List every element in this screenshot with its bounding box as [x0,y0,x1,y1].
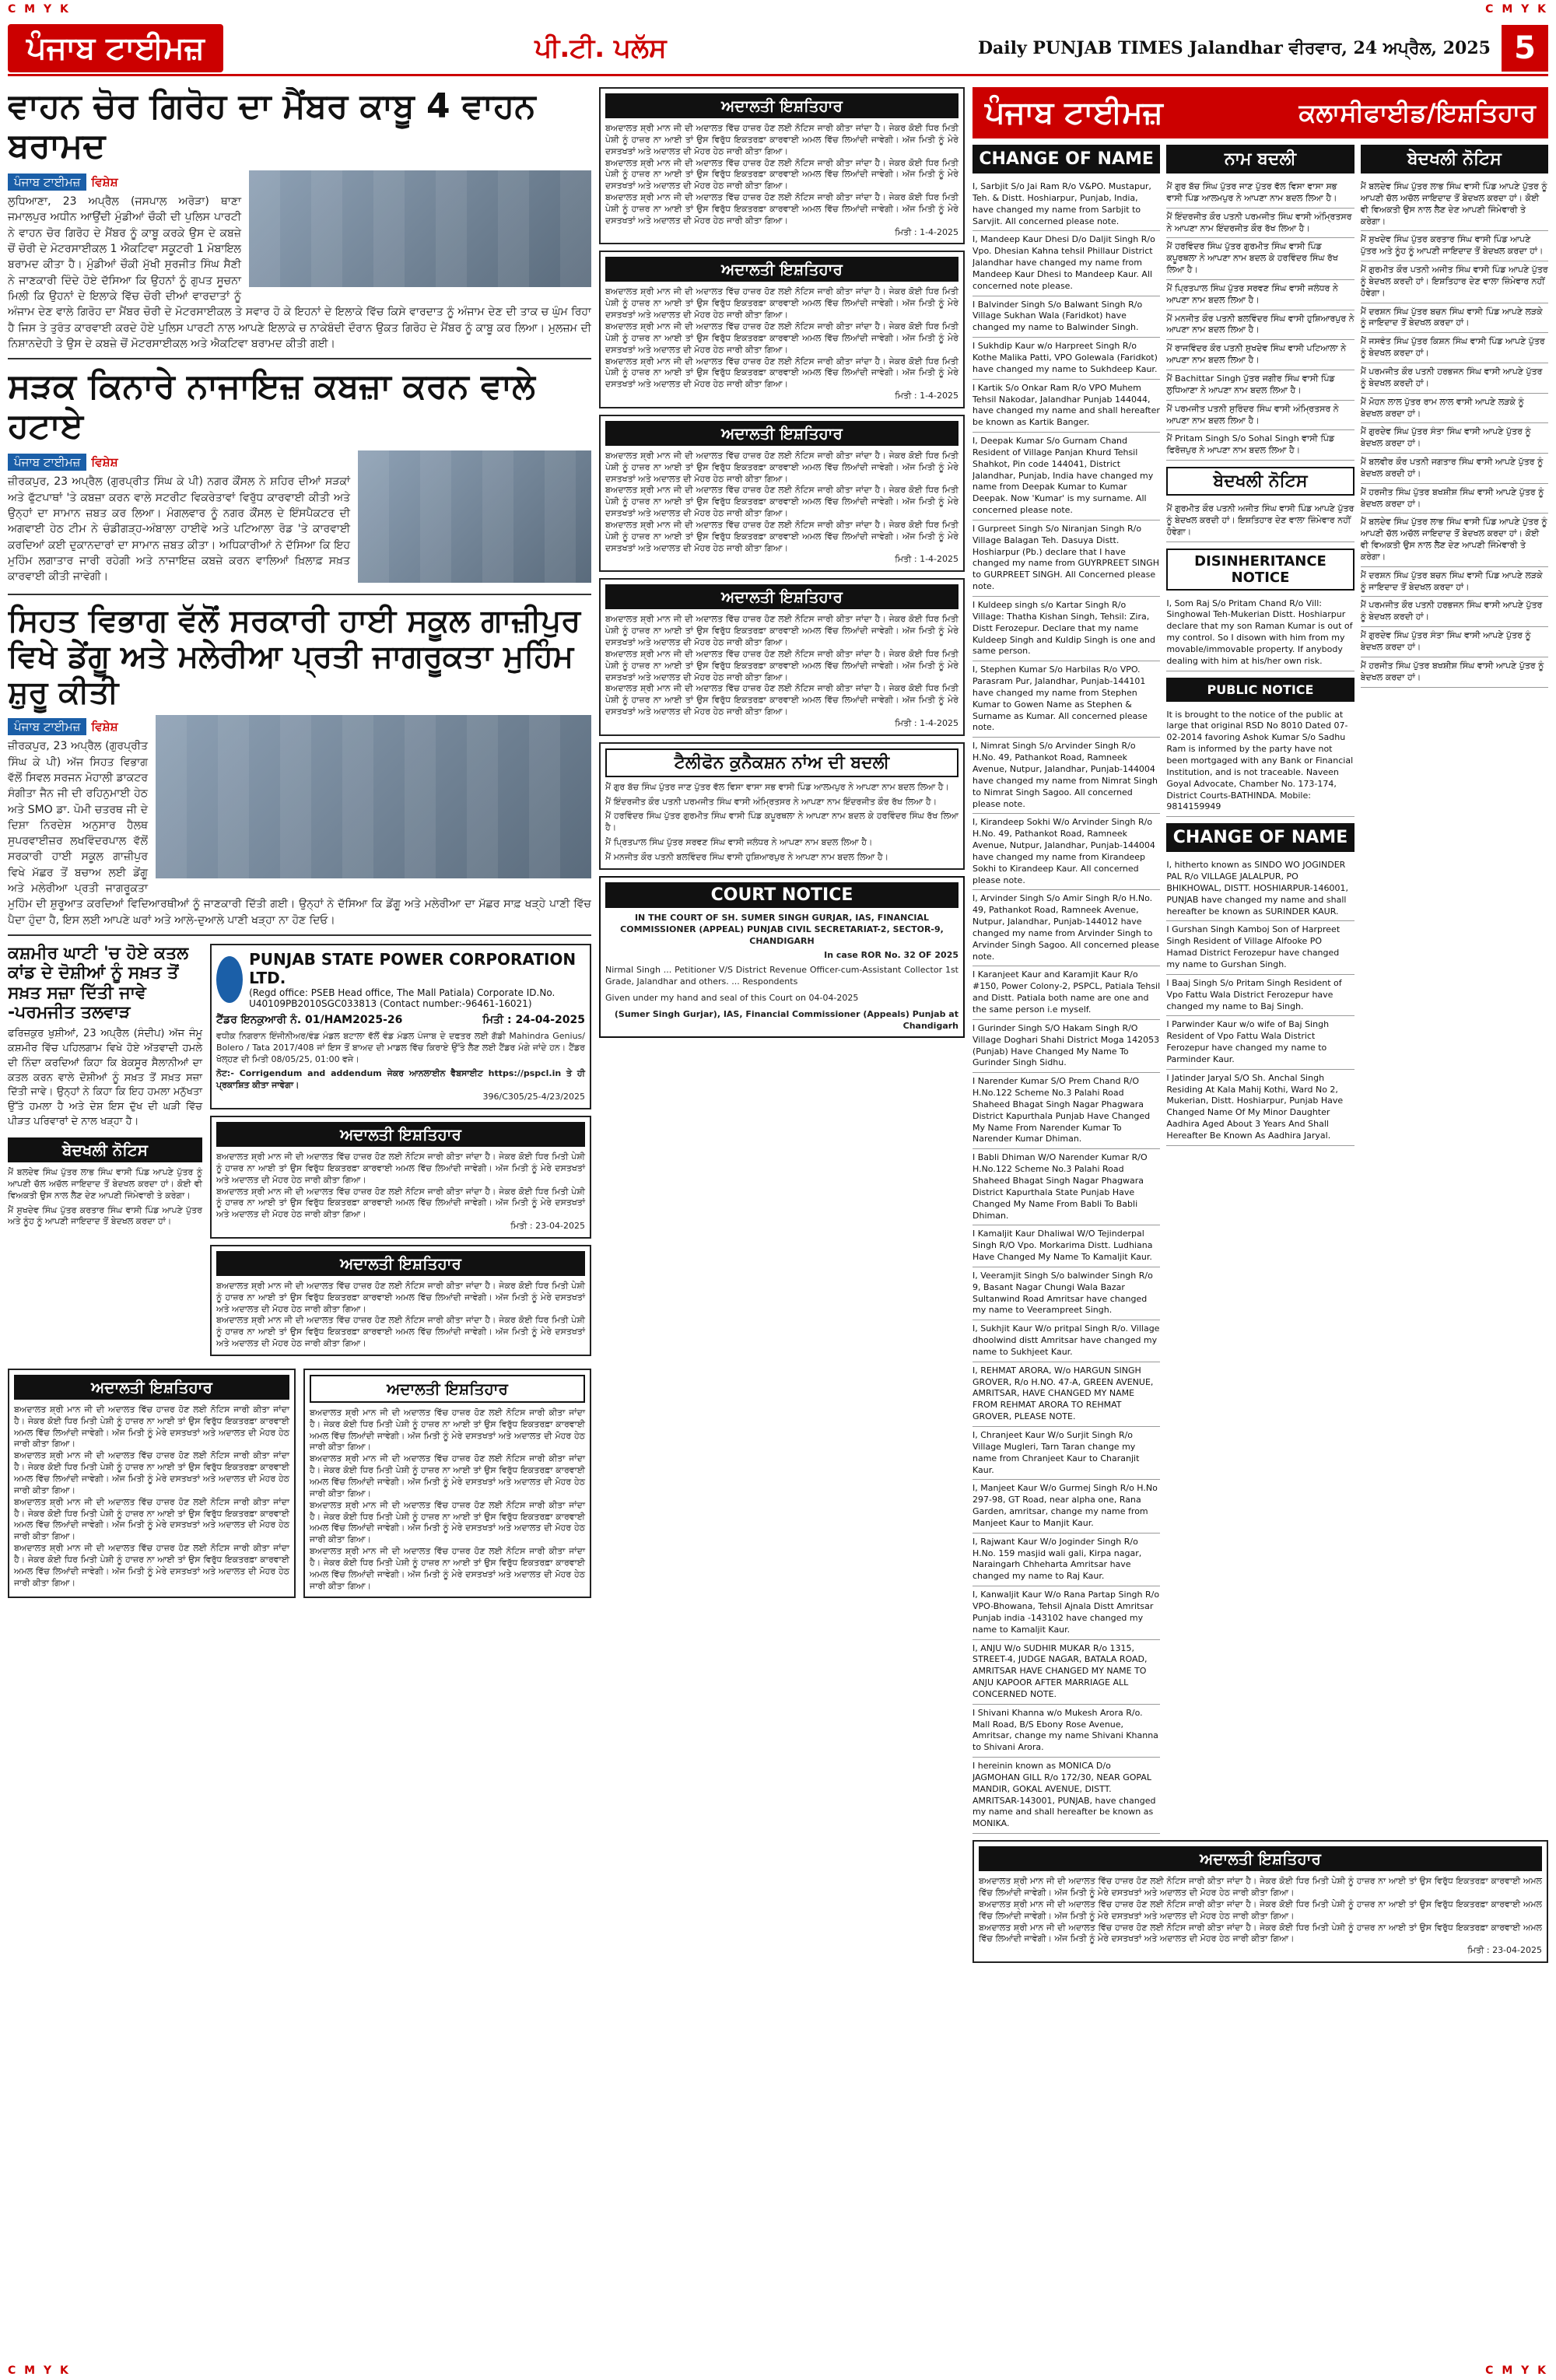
classified-item: I, Rajwant Kaur W/o Joginder Singh R/o H.No. 159 masjid wali gali, Kirpa nagar, Naraingarh Chheharta Amritsar have changed my name to Raj Kaur. [972,1534,1160,1586]
court-ad-date: ਮਿਤੀ : 23-04-2025 [510,1221,585,1232]
classified-item: I, hitherto known as SINDO WO JOGINDER PAL R/o VILLAGE JALALPUR, PO BHIKHOWAL, DISTT. HOSHIARPUR-146001, PUNJAB have changed my name and shall hereafter be known as SURINDER KAUR. [1166,857,1354,921]
byline-tag: ਵਿਸ਼ੇਸ਼ [91,720,118,734]
court-notice-case: In case ROR No. 32 OF 2025 [824,950,958,961]
classified-item: ਮੈਂ ਰਾਜਵਿੰਦਰ ਕੌਰ ਪਤਨੀ ਸੁਖਦੇਵ ਸਿੰਘ ਵਾਸੀ ਪਟਿਆਲਾ ਨੇ ਆਪਣਾ ਨਾਮ ਬਦਲ ਲਿਆ ਹੈ। [1166,340,1354,370]
court-ad-date: ਮਿਤੀ : 1-4-2025 [895,717,958,728]
court-ad-body: ਬਅਦਾਲਤ ਸ਼੍ਰੀ ਮਾਨ ਜੀ ਦੀ ਅਦਾਲਤ ਵਿੱਚ ਹਾਜ਼ਰ ਹੋਣ ਲਈ ਨੋਟਿਸ ਜਾਰੀ ਕੀਤਾ ਜਾਂਦਾ ਹੈ। ਜੇਕਰ ਕੋਈ ਧਿਰ ਮਿਤੀ ਪੇਸ਼ੀ ਨੂੰ ਹਾਜ਼ਰ ਨਾ ਆਈ ਤਾਂ ਉਸ ਵਿਰੁੱਧ ਇਕਤਰਫ਼ਾ ਕਾਰਵਾਈ ਅਮਲ ਵਿੱਚ ਲਿਆਂਦੀ ਜਾਵੇਗੀ। ਅੱਜ ਮਿਤੀ ਨੂੰ ਮੇਰੇ ਦਸਤਖਤਾਂ ਅਤੇ ਅਦਾਲਤ ਦੀ ਮੋਹਰ ਹੇਠ ਜਾਰੀ ਕੀਤਾ ਗਿਆ। [605,683,958,717]
court-ad-body: ਬਅਦਾਲਤ ਸ਼੍ਰੀ ਮਾਨ ਜੀ ਦੀ ਅਦਾਲਤ ਵਿੱਚ ਹਾਜ਼ਰ ਹੋਣ ਲਈ ਨੋਟਿਸ ਜਾਰੀ ਕੀਤਾ ਜਾਂਦਾ ਹੈ। ਜੇਕਰ ਕੋਈ ਧਿਰ ਮਿਤੀ ਪੇਸ਼ੀ ਨੂੰ ਹਾਜ਼ਰ ਨਾ ਆਈ ਤਾਂ ਉਸ ਵਿਰੁੱਧ ਇਕਤਰਫ਼ਾ ਕਾਰਵਾਈ ਅਮਲ ਵਿੱਚ ਲਿਆਂਦੀ ਜਾਵੇਗੀ। ਅੱਜ ਮਿਤੀ ਨੂੰ ਮੇਰੇ ਦਸਤਖਤਾਂ ਅਤੇ ਅਦਾਲਤ ਦੀ ਮੋਹਰ ਹੇਠ ਜਾਰੀ ਕੀਤਾ ਗਿਆ। [605,123,958,156]
classified-item: I Gurshan Singh Kamboj Son of Harpreet Singh Resident of Village Alfooke PO Hamad District Ferozepur have changed my name to Gurshan Singh. [1166,921,1354,974]
classified-item: ਮੈਂ Bachittar Singh ਪੁੱਤਰ ਜਗੀਰ ਸਿੰਘ ਵਾਸੀ ਪਿੰਡ ਲੁਧਿਆਣਾ ਨੇ ਆਪਣਾ ਨਾਮ ਬਦਲ ਲਿਆ ਹੈ। [1166,370,1354,401]
classified-item: I, Deepak Kumar S/o Gurnam Chand Resident of Village Panjan Khurd Tehsil Shahkot, Pin code 144041, District Jalandhar, Punjab, India have changed my name from Deepak Kumar to Kumar Deepak. Now 'Kumar' is my surname. All concerned please note. [972,433,1160,521]
classified-item: I hereinin known as MONICA D/o JAGMOHAN GILL R/o 172/30, NEAR GOPAL MANDIR, GOKAL AVENUE, DISTT. AMRITSAR-143001, PUNJAB, have changed my name and shall hereafter be known as MONIKA. [972,1758,1160,1834]
story-headline: ਵਾਹਨ ਚੋਰ ਗਿਰੋਹ ਦਾ ਮੈਂਬਰ ਕਾਬੂ 4 ਵਾਹਨ ਬਰਾਮਦ [8,87,536,166]
classified-item: ਮੈਂ ਬਲਦੇਵ ਸਿੰਘ ਪੁੱਤਰ ਲਾਭ ਸਿੰਘ ਵਾਸੀ ਪਿੰਡ ਆਪਣੇ ਪੁੱਤਰ ਨੂੰ ਆਪਣੀ ਚੱਲ ਅਚੱਲ ਜਾਇਦਾਦ ਤੋਂ ਬੇਦਖਲ ਕਰਦਾ ਹਾਂ। ਕੋਈ ਵੀ ਵਿਅਕਤੀ ਉਸ ਨਾਲ ਲੈਣ ਦੇਣ ਆਪਣੀ ਜਿੰਮੇਵਾਰੀ ਤੇ ਕਰੇਗਾ। [1361,178,1548,231]
classified-item: I Karanjeet Kaur and Karamjit Kaur R/o #150, Power Colony-2, PSPCL, Patiala Tehsil and Distt. Patiala both name are one and the same person i.e myself. [972,966,1160,1019]
court-ad-body: ਬਅਦਾਲਤ ਸ਼੍ਰੀ ਮਾਨ ਜੀ ਦੀ ਅਦਾਲਤ ਵਿੱਚ ਹਾਜ਼ਰ ਹੋਣ ਲਈ ਨੋਟਿਸ ਜਾਰੀ ਕੀਤਾ ਜਾਂਦਾ ਹੈ। ਜੇਕਰ ਕੋਈ ਧਿਰ ਮਿਤੀ ਪੇਸ਼ੀ ਨੂੰ ਹਾਜ਼ਰ ਨਾ ਆਈ ਤਾਂ ਉਸ ਵਿਰੁੱਧ ਇਕਤਰਫ਼ਾ ਕਾਰਵਾਈ ਅਮਲ ਵਿੱਚ ਲਿਆਂਦੀ ਜਾਵੇਗੀ। ਅੱਜ ਮਿਤੀ ਨੂੰ ਮੇਰੇ ਦਸਤਖਤਾਂ ਅਤੇ ਅਦਾਲਤ ਦੀ ਮੋਹਰ ਹੇਠ ਜਾਰੀ ਕੀਤਾ ਗਿਆ। [979,1876,1542,1898]
classified-item: I Kuldeep singh s/o Kartar Singh R/o Village: Thatha Kishan Singh, Tehsil: Zira, Distt Ferozepur. Declare that my name Kuldeep Singh and Kuldip Singh is one and same person. [972,597,1160,661]
classified-item: ਮੈਂ ਗੁਰਮੀਤ ਕੌਰ ਪਤਨੀ ਅਜੀਤ ਸਿੰਘ ਵਾਸੀ ਪਿੰਡ ਆਪਣੇ ਪੁੱਤਰ ਨੂੰ ਬੇਦਖਲ ਕਰਦੀ ਹਾਂ। ਇਸ਼ਤਿਹਾਰ ਦੇਣ ਵਾਲਾ ਜ਼ਿੰਮੇਵਾਰ ਨਹੀਂ ਹੋਵੇਗਾ। [1361,261,1548,303]
classified-item: ਮੈਂ ਗੁਰ ਬੱਚ ਸਿੰਘ ਪੁੱਤਰ ਜਾਣ ਪੁੱਤਰ ਵੱਲ ਵਿਸਾ ਵਾਸਾ ਸਭ ਵਾਸੀ ਪਿੰਡ ਆਲਮਪੁਰ ਨੇ ਆਪਣਾ ਨਾਮ ਬਦਲ ਲਿਆ ਹੈ। [1166,178,1354,209]
court-ad-body: ਬਅਦਾਲਤ ਸ਼੍ਰੀ ਮਾਨ ਜੀ ਦੀ ਅਦਾਲਤ ਵਿੱਚ ਹਾਜ਼ਰ ਹੋਣ ਲਈ ਨੋਟਿਸ ਜਾਰੀ ਕੀਤਾ ਜਾਂਦਾ ਹੈ। ਜੇਕਰ ਕੋਈ ਧਿਰ ਮਿਤੀ ਪੇਸ਼ੀ ਨੂੰ ਹਾਜ਼ਰ ਨਾ ਆਈ ਤਾਂ ਉਸ ਵਿਰੁੱਧ ਇਕਤਰਫ਼ਾ ਕਾਰਵਾਈ ਅਮਲ ਵਿੱਚ ਲਿਆਂਦੀ ਜਾਵੇਗੀ। ਅੱਜ ਮਿਤੀ ਨੂੰ ਮੇਰੇ ਦਸਤਖਤਾਂ ਅਤੇ ਅਦਾਲਤ ਦੀ ਮੋਹਰ ਹੇਠ ਜਾਰੀ ਕੀਤਾ ਗਿਆ। [979,1922,1542,1944]
classified-item: ਮੈਂ ਦਰਸ਼ਨ ਸਿੰਘ ਪੁੱਤਰ ਬਚਨ ਸਿੰਘ ਵਾਸੀ ਪਿੰਡ ਆਪਣੇ ਲੜਕੇ ਨੂੰ ਜਾਇਦਾਦ ਤੋਂ ਬੇਦਖਲ ਕਰਦਾ ਹਾਂ। [1361,303,1548,334]
story-photo [156,715,591,878]
pspcl-corrigendum: ਨੋਟ:- Corrigendum and addendum ਜੇਕਰ ਆਨਲਾਈਨ ਵੈਬਸਾਈਟ https://pspcl.in ਤੇ ਹੀ ਪ੍ਰਕਾਸ਼ਿਤ ਕੀਤਾ ਜਾਵੇਗਾ। [216,1068,585,1091]
byline [8,718,118,735]
story-body: ਜ਼ੀਰਕਪੁਰ, 23 ਅਪ੍ਰੈਲ (ਗੁਰਪ੍ਰੀਤ ਸਿੰਘ ਕੇ ਪੀ) ਨਗਰ ਕੌਂਸਲ ਨੇ ਸ਼ਹਿਰ ਦੀਆਂ ਸੜਕਾਂ ਅਤੇ ਫੁੱਟਪਾਥਾਂ 'ਤੇ ਕਬਜ਼ਾ ਕਰਨ ਵਾਲੇ ਸਟਰੀਟ ਵਿਕਰੇਤਾਵਾਂ ਵਿਰੁੱਧ ਕਾਰਵਾਈ ਕੀਤੀ ਅਤੇ ਉਨ੍ਹਾਂ ਦਾ ਸਾਮਾਨ ਜ਼ਬਤ ਕਰ ਲਿਆ। ਮੰਗਲਵਾਰ ਨੂੰ ਨਗਰ ਕੌਂਸਲ ਦੇ ਇੰਸਪੈਕਟਰ ਦੀ ਅਗਵਾਈ ਹੇਠ ਟੀਮ ਨੇ ਚੰਡੀਗੜ੍ਹ-ਅੰਬਾਲਾ ਹਾਈਵੇ ਅਤੇ ਪਟਿਆਲਾ ਰੋਡ 'ਤੇ ਕਾਰਵਾਈ ਕਰਦਿਆਂ ਕਈ ਦੁਕਾਨਦਾਰਾਂ ਦਾ ਸਾਮਾਨ ਜ਼ਬਤ ਕੀਤਾ। ਅਧਿਕਾਰੀਆਂ ਨੇ ਦੱਸਿਆ ਕਿ ਇਹ ਮੁਹਿੰਮ ਲਗਾਤਾਰ ਜਾਰੀ ਰਹੇਗੀ ਅਤੇ ਨਾਜਾਇਜ਼ ਕਬਜ਼ੇ ਕਰਨ ਵਾਲਿਆਂ ਖ਼ਿਲਾਫ਼ ਸਖ਼ਤ ਕਾਰਵਾਈ ਕੀਤੀ ਜਾਵੇਗੀ। [8,475,350,584]
court-ad-body: ਬਅਦਾਲਤ ਸ਼੍ਰੀ ਮਾਨ ਜੀ ਦੀ ਅਦਾਲਤ ਵਿੱਚ ਹਾਜ਼ਰ ਹੋਣ ਲਈ ਨੋਟਿਸ ਜਾਰੀ ਕੀਤਾ ਜਾਂਦਾ ਹੈ। ਜੇਕਰ ਕੋਈ ਧਿਰ ਮਿਤੀ ਪੇਸ਼ੀ ਨੂੰ ਹਾਜ਼ਰ ਨਾ ਆਈ ਤਾਂ ਉਸ ਵਿਰੁੱਧ ਇਕਤਰਫ਼ਾ ਕਾਰਵਾਈ ਅਮਲ ਵਿੱਚ ਲਿਆਂਦੀ ਜਾਵੇਗੀ। ਅੱਜ ਮਿਤੀ ਨੂੰ ਮੇਰੇ ਦਸਤਖਤਾਂ ਅਤੇ ਅਦਾਲਤ ਦੀ ਮੋਹਰ ਹੇਠ ਜਾਰੀ ਕੀਤਾ ਗਿਆ। [605,485,958,519]
court-ad-body: ਬਅਦਾਲਤ ਸ਼੍ਰੀ ਮਾਨ ਜੀ ਦੀ ਅਦਾਲਤ ਵਿੱਚ ਹਾਜ਼ਰ ਹੋਣ ਲਈ ਨੋਟਿਸ ਜਾਰੀ ਕੀਤਾ ਜਾਂਦਾ ਹੈ। ਜੇਕਰ ਕੋਈ ਧਿਰ ਮਿਤੀ ਪੇਸ਼ੀ ਨੂੰ ਹਾਜ਼ਰ ਨਾ ਆਈ ਤਾਂ ਉਸ ਵਿਰੁੱਧ ਇਕਤਰਫ਼ਾ ਕਾਰਵਾਈ ਅਮਲ ਵਿੱਚ ਲਿਆਂਦੀ ਜਾਵੇਗੀ। ਅੱਜ ਮਿਤੀ ਨੂੰ ਮੇਰੇ ਦਸਤਖਤਾਂ ਅਤੇ ਅਦਾਲਤ ਦੀ ਮੋਹਰ ਹੇਠ ਜਾਰੀ ਕੀਤਾ ਗਿਆ। [310,1499,585,1545]
court-notice-date: Given under my hand and seal of this Court on 04-04-2025 [605,992,859,1003]
court-ad-body: ਬਅਦਾਲਤ ਸ਼੍ਰੀ ਮਾਨ ਜੀ ਦੀ ਅਦਾਲਤ ਵਿੱਚ ਹਾਜ਼ਰ ਹੋਣ ਲਈ ਨੋਟਿਸ ਜਾਰੀ ਕੀਤਾ ਜਾਂਦਾ ਹੈ। ਜੇਕਰ ਕੋਈ ਧਿਰ ਮਿਤੀ ਪੇਸ਼ੀ ਨੂੰ ਹਾਜ਼ਰ ਨਾ ਆਈ ਤਾਂ ਉਸ ਵਿਰੁੱਧ ਇਕਤਰਫ਼ਾ ਕਾਰਵਾਈ ਅਮਲ ਵਿੱਚ ਲਿਆਂਦੀ ਜਾਵੇਗੀ। ਅੱਜ ਮਿਤੀ ਨੂੰ ਮੇਰੇ ਦਸਤਖਤਾਂ ਅਤੇ ਅਦਾਲਤ ਦੀ ਮੋਹਰ ਹੇਠ ਜਾਰੀ ਕੀਤਾ ਗਿਆ। [605,450,958,484]
registration-mark-cmyk: C M Y K [8,2364,71,2377]
change-of-name-heading: CHANGE OF NAME [972,145,1160,174]
story-photo [249,170,591,287]
pspcl-tender-ad [210,944,591,1109]
court-ad-body: ਬਅਦਾਲਤ ਸ਼੍ਰੀ ਮਾਨ ਜੀ ਦੀ ਅਦਾਲਤ ਵਿੱਚ ਹਾਜ਼ਰ ਹੋਣ ਲਈ ਨੋਟਿਸ ਜਾਰੀ ਕੀਤਾ ਜਾਂਦਾ ਹੈ। ਜੇਕਰ ਕੋਈ ਧਿਰ ਮਿਤੀ ਪੇਸ਼ੀ ਨੂੰ ਹਾਜ਼ਰ ਨਾ ਆਈ ਤਾਂ ਉਸ ਵਿਰੁੱਧ ਇਕਤਰਫ਼ਾ ਕਾਰਵਾਈ ਅਮਲ ਵਿੱਚ ਲਿਆਂਦੀ ਜਾਵੇਗੀ। ਅੱਜ ਮਿਤੀ ਨੂੰ ਮੇਰੇ ਦਸਤਖਤਾਂ ਅਤੇ ਅਦਾਲਤ ਦੀ ਮੋਹਰ ਹੇਠ ਜਾਰੀ ਕੀਤਾ ਗਿਆ। [14,1404,289,1449]
court-ad-body: ਬਅਦਾਲਤ ਸ਼੍ਰੀ ਮਾਨ ਜੀ ਦੀ ਅਦਾਲਤ ਵਿੱਚ ਹਾਜ਼ਰ ਹੋਣ ਲਈ ਨੋਟਿਸ ਜਾਰੀ ਕੀਤਾ ਜਾਂਦਾ ਹੈ। ਜੇਕਰ ਕੋਈ ਧਿਰ ਮਿਤੀ ਪੇਸ਼ੀ ਨੂੰ ਹਾਜ਼ਰ ਨਾ ਆਈ ਤਾਂ ਉਸ ਵਿਰੁੱਧ ਇਕਤਰਫ਼ਾ ਕਾਰਵਾਈ ਅਮਲ ਵਿੱਚ ਲਿਆਂਦੀ ਜਾਵੇਗੀ। ਅੱਜ ਮਿਤੀ ਨੂੰ ਮੇਰੇ ਦਸਤਖਤਾਂ ਅਤੇ ਅਦਾਲਤ ਦੀ ਮੋਹਰ ਹੇਠ ਜਾਰੀ ਕੀਤਾ ਗਿਆ। [605,648,958,682]
court-ad-body: ਬਅਦਾਲਤ ਸ਼੍ਰੀ ਮਾਨ ਜੀ ਦੀ ਅਦਾਲਤ ਵਿੱਚ ਹਾਜ਼ਰ ਹੋਣ ਲਈ ਨੋਟਿਸ ਜਾਰੀ ਕੀਤਾ ਜਾਂਦਾ ਹੈ। ਜੇਕਰ ਕੋਈ ਧਿਰ ਮਿਤੀ ਪੇਸ਼ੀ ਨੂੰ ਹਾਜ਼ਰ ਨਾ ਆਈ ਤਾਂ ਉਸ ਵਿਰੁੱਧ ਇਕਤਰਫ਼ਾ ਕਾਰਵਾਈ ਅਮਲ ਵਿੱਚ ਲਿਆਂਦੀ ਜਾਵੇਗੀ। ਅੱਜ ਮਿਤੀ ਨੂੰ ਮੇਰੇ ਦਸਤਖਤਾਂ ਅਤੇ ਅਦਾਲਤ ਦੀ ਮੋਹਰ ਹੇਠ ਜਾਰੀ ਕੀਤਾ ਗਿਆ। [14,1543,289,1588]
classified-item: I, Stephen Kumar S/o Harbilas R/o VPO. Parasram Pur, Jalandhar, Punjab-144101 have changed my name from Stephen Kumar to Gowen Name as Stephen & Surname as Kumar. All concerned please note. [972,661,1160,738]
court-ad-body: ਬਅਦਾਲਤ ਸ਼੍ਰੀ ਮਾਨ ਜੀ ਦੀ ਅਦਾਲਤ ਵਿੱਚ ਹਾਜ਼ਰ ਹੋਣ ਲਈ ਨੋਟਿਸ ਜਾਰੀ ਕੀਤਾ ਜਾਂਦਾ ਹੈ। ਜੇਕਰ ਕੋਈ ਧਿਰ ਮਿਤੀ ਪੇਸ਼ੀ ਨੂੰ ਹਾਜ਼ਰ ਨਾ ਆਈ ਤਾਂ ਉਸ ਵਿਰੁੱਧ ਇਕਤਰਫ਼ਾ ਕਾਰਵਾਈ ਅਮਲ ਵਿੱਚ ਲਿਆਂਦੀ ਜਾਵੇਗੀ। ਅੱਜ ਮਿਤੀ ਨੂੰ ਮੇਰੇ ਦਸਤਖਤਾਂ ਅਤੇ ਅਦਾਲਤ ਦੀ ਮੋਹਰ ਹੇਠ ਜਾਰੀ ਕੀਤਾ ਗਿਆ। [605,321,958,355]
classified-item: I, Sarbjit S/o Jai Ram R/o V&PO. Mustapur, Teh. & Distt. Hoshiarpur, Punjab, India, have changed my name from Sarbjit to Sarvjit. All concerned please note. [972,178,1160,231]
telephone-body: ਮੈਂ ਹਰਵਿੰਦਰ ਸਿੰਘ ਪੁੱਤਰ ਗੁਰਮੀਤ ਸਿੰਘ ਵਾਸੀ ਪਿੰਡ ਕਪੂਰਥਲਾ ਨੇ ਆਪਣਾ ਨਾਮ ਬਦਲ ਕੇ ਹਰਵਿੰਦਰ ਸਿੰਘ ਰੱਖ ਲਿਆ ਹੈ। [605,811,958,833]
classified-item: ਮੈਂ ਬਲਵੀਰ ਕੌਰ ਪਤਨੀ ਜਗਤਾਰ ਸਿੰਘ ਵਾਸੀ ਆਪਣੇ ਪੁੱਤਰ ਨੂੰ ਬੇਦਖਲ ਕਰਦੀ ਹਾਂ। [1361,454,1548,484]
court-ad-body: ਬਅਦਾਲਤ ਸ਼੍ਰੀ ਮਾਨ ਜੀ ਦੀ ਅਦਾਲਤ ਵਿੱਚ ਹਾਜ਼ਰ ਹੋਣ ਲਈ ਨੋਟਿਸ ਜਾਰੀ ਕੀਤਾ ਜਾਂਦਾ ਹੈ। ਜੇਕਰ ਕੋਈ ਧਿਰ ਮਿਤੀ ਪੇਸ਼ੀ ਨੂੰ ਹਾਜ਼ਰ ਨਾ ਆਈ ਤਾਂ ਉਸ ਵਿਰੁੱਧ ਇਕਤਰਫ਼ਾ ਕਾਰਵਾਈ ਅਮਲ ਵਿੱਚ ਲਿਆਂਦੀ ਜਾਵੇਗੀ। ਅੱਜ ਮਿਤੀ ਨੂੰ ਮੇਰੇ ਦਸਤਖਤਾਂ ਅਤੇ ਅਦਾਲਤ ਦੀ ਮੋਹਰ ਹੇਠ ਜਾਰੀ ਕੀਤਾ ਗਿਆ। [14,1450,289,1495]
court-notice-parties: Nirmal Singh ... Petitioner V/S District Revenue Officer-cum-Assistant Collector 1st Grade, Jalandhar and others. ... Respondents [605,965,958,987]
classified-item: ਮੈਂ ਹਰਜੀਤ ਸਿੰਘ ਪੁੱਤਰ ਬਖਸ਼ੀਸ਼ ਸਿੰਘ ਵਾਸੀ ਆਪਣੇ ਪੁੱਤਰ ਨੂੰ ਬੇਦਖਲ ਕਰਦਾ ਹਾਂ। [1361,657,1548,688]
classified-item: ਮੈਂ ਬਲਦੇਵ ਸਿੰਘ ਪੁੱਤਰ ਲਾਭ ਸਿੰਘ ਵਾਸੀ ਪਿੰਡ ਆਪਣੇ ਪੁੱਤਰ ਨੂੰ ਆਪਣੀ ਚੱਲ ਅਚੱਲ ਜਾਇਦਾਦ ਤੋਂ ਬੇਦਖਲ ਕਰਦਾ ਹਾਂ। ਕੋਈ ਵੀ ਵਿਅਕਤੀ ਉਸ ਨਾਲ ਲੈਣ ਦੇਣ ਆਪਣੀ ਜਿੰਮੇਵਾਰੀ ਤੇ ਕਰੇਗਾ। [1361,514,1548,566]
court-ad-body: ਬਅਦਾਲਤ ਸ਼੍ਰੀ ਮਾਨ ਜੀ ਦੀ ਅਦਾਲਤ ਵਿੱਚ ਹਾਜ਼ਰ ਹੋਣ ਲਈ ਨੋਟਿਸ ਜਾਰੀ ਕੀਤਾ ਜਾਂਦਾ ਹੈ। ਜੇਕਰ ਕੋਈ ਧਿਰ ਮਿਤੀ ਪੇਸ਼ੀ ਨੂੰ ਹਾਜ਼ਰ ਨਾ ਆਈ ਤਾਂ ਉਸ ਵਿਰੁੱਧ ਇਕਤਰਫ਼ਾ ਕਾਰਵਾਈ ਅਮਲ ਵਿੱਚ ਲਿਆਂਦੀ ਜਾਵੇਗੀ। ਅੱਜ ਮਿਤੀ ਨੂੰ ਮੇਰੇ ਦਸਤਖਤਾਂ ਅਤੇ ਅਦਾਲਤ ਦੀ ਮੋਹਰ ਹੇਠ ਜਾਰੀ ਕੀਤਾ ਗਿਆ। [605,356,958,390]
classified-item: ਮੈਂ ਹਰਜੀਤ ਸਿੰਘ ਪੁੱਤਰ ਬਖਸ਼ੀਸ਼ ਸਿੰਘ ਵਾਸੀ ਆਪਣੇ ਪੁੱਤਰ ਨੂੰ ਬੇਦਖਲ ਕਰਦਾ ਹਾਂ। [1361,484,1548,514]
classified-item: ਮੈਂ ਪ੍ਰਿਤਪਾਲ ਸਿੰਘ ਪੁੱਤਰ ਸਰਵਣ ਸਿੰਘ ਵਾਸੀ ਜਲੰਧਰ ਨੇ ਆਪਣਾ ਨਾਮ ਬਦਲ ਲਿਆ ਹੈ। [1166,280,1354,310]
classified-item: I Baaj Singh S/o Pritam Singh Resident of Vpo Fattu Wala District Ferozepur have changed my name to Baj Singh. [1166,975,1354,1017]
classified-item: I Shivani Khanna w/o Mukesh Arora R/o. Mall Road, B/S Ebony Rose Avenue, Amritsar, change my name Shivani Khanna to Shivani Arora. [972,1705,1160,1758]
court-ad-date: ਮਿਤੀ : 23-04-2025 [1467,1945,1542,1956]
court-ad-body: ਬਅਦਾਲਤ ਸ਼੍ਰੀ ਮਾਨ ਜੀ ਦੀ ਅਦਾਲਤ ਵਿੱਚ ਹਾਜ਼ਰ ਹੋਣ ਲਈ ਨੋਟਿਸ ਜਾਰੀ ਕੀਤਾ ਜਾਂਦਾ ਹੈ। ਜੇਕਰ ਕੋਈ ਧਿਰ ਮਿਤੀ ਪੇਸ਼ੀ ਨੂੰ ਹਾਜ਼ਰ ਨਾ ਆਈ ਤਾਂ ਉਸ ਵਿਰੁੱਧ ਇਕਤਰਫ਼ਾ ਕਾਰਵਾਈ ਅਮਲ ਵਿੱਚ ਲਿਆਂਦੀ ਜਾਵੇਗੀ। ਅੱਜ ਮਿਤੀ ਨੂੰ ਮੇਰੇ ਦਸਤਖਤਾਂ ਅਤੇ ਅਦਾਲਤ ਦੀ ਮੋਹਰ ਹੇਠ ਜਾਰੀ ਕੀਤਾ ਗਿਆ। [216,1315,585,1349]
court-ad [8,1369,296,1599]
change-of-name-heading: CHANGE OF NAME [1166,823,1354,852]
court-ad-body: ਬਅਦਾਲਤ ਸ਼੍ਰੀ ਮਾਨ ਜੀ ਦੀ ਅਦਾਲਤ ਵਿੱਚ ਹਾਜ਼ਰ ਹੋਣ ਲਈ ਨੋਟਿਸ ਜਾਰੀ ਕੀਤਾ ਜਾਂਦਾ ਹੈ। ਜੇਕਰ ਕੋਈ ਧਿਰ ਮਿਤੀ ਪੇਸ਼ੀ ਨੂੰ ਹਾਜ਼ਰ ਨਾ ਆਈ ਤਾਂ ਉਸ ਵਿਰੁੱਧ ਇਕਤਰਫ਼ਾ ਕਾਰਵਾਈ ਅਮਲ ਵਿੱਚ ਲਿਆਂਦੀ ਜਾਵੇਗੀ। ਅੱਜ ਮਿਤੀ ਨੂੰ ਮੇਰੇ ਦਸਤਖਤਾਂ ਅਤੇ ਅਦਾਲਤ ਦੀ ਮੋਹਰ ਹੇਠ ਜਾਰੀ ਕੀਤਾ ਗਿਆ। [605,286,958,321]
court-ad [210,1116,591,1239]
classified-item: I, Kirandeep Sokhi W/o Arvinder Singh R/o H.No. 49, Pathankot Road, Ramneek Avenue, Nutpur, Jalandhar, Punjab-144004 have changed my name from Kirandeep Sokhi to Kirandeep Kaur. All concerned please note. [972,814,1160,890]
bedakhli-heading: ਬੇਦਖਲੀ ਨੋਟਿਸ [1166,467,1354,496]
court-ad-heading: ਅਦਾਲਤੀ ਇਸ਼ਤਿਹਾਰ [310,1375,585,1403]
classified-item: I Sukhdip Kaur w/o Harpreet Singh R/o Kothe Malika Patti, VPO Golewala (Faridkot) have changed my name to Sukhdeep Kaur. [972,338,1160,380]
byline-tag: ਵਿਸ਼ੇਸ਼ [91,175,118,190]
classified-item: ਮੈਂ ਇੰਦਰਜੀਤ ਕੌਰ ਪਤਨੀ ਪਰਮਜੀਤ ਸਿੰਘ ਵਾਸੀ ਅੰਮ੍ਰਿਤਸਰ ਨੇ ਆਪਣਾ ਨਾਮ ਇੰਦਰਜੀਤ ਕੌਰ ਰੱਖ ਲਿਆ ਹੈ। [1166,209,1354,239]
court-ad-date: ਮਿਤੀ : 1-4-2025 [895,226,958,237]
story-body: ਫਰਿਜ਼ਕੁਰ ਖੁਸ਼ੀਆਂ, 23 ਅਪ੍ਰੈਲ (ਸੰਦੀਪ) ਅੱਜ ਜੰਮੂ ਕਸ਼ਮੀਰ ਵਿੱਚ ਪਹਿਲਗਾਮ ਵਿਖੇ ਹੋਏ ਅੱਤਵਾਦੀ ਹਮਲੇ ਦੀ ਨਿੰਦਾ ਕਰਦਿਆਂ ਕਿਹਾ ਕਿ ਬੇਕਸੂਰ ਸੈਲਾਨੀਆਂ ਦਾ ਕਤਲ ਕਰਨ ਵਾਲੇ ਦੋਸ਼ੀਆਂ ਨੂੰ ਸਖ਼ਤ ਤੋਂ ਸਖ਼ਤ ਸਜ਼ਾ ਦਿੱਤੀ ਜਾਵੇ। ਉਨ੍ਹਾਂ ਨੇ ਕਿਹਾ ਕਿ ਇਹ ਹਮਲਾ ਮਨੁੱਖਤਾ ਉੱਤੇ ਹਮਲਾ ਹੈ ਅਤੇ ਦੇਸ਼ ਇਸ ਦੁੱਖ ਦੀ ਘੜੀ ਵਿੱਚ ਪੀੜਤ ਪਰਿਵਾਰਾਂ ਦੇ ਨਾਲ ਖੜ੍ਹਾ ਹੈ। [8,1028,202,1128]
bedakhli-heading: ਬੇਦਖਲੀ ਨੋਟਿਸ [1361,145,1548,174]
court-ad-body: ਬਅਦਾਲਤ ਸ਼੍ਰੀ ਮਾਨ ਜੀ ਦੀ ਅਦਾਲਤ ਵਿੱਚ ਹਾਜ਼ਰ ਹੋਣ ਲਈ ਨੋਟਿਸ ਜਾਰੀ ਕੀਤਾ ਜਾਂਦਾ ਹੈ। ਜੇਕਰ ਕੋਈ ਧਿਰ ਮਿਤੀ ਪੇਸ਼ੀ ਨੂੰ ਹਾਜ਼ਰ ਨਾ ਆਈ ਤਾਂ ਉਸ ਵਿਰੁੱਧ ਇਕਤਰਫ਼ਾ ਕਾਰਵਾਈ ਅਮਲ ਵਿੱਚ ਲਿਆਂਦੀ ਜਾਵੇਗੀ। ਅੱਜ ਮਿਤੀ ਨੂੰ ਮੇਰੇ ਦਸਤਖਤਾਂ ਅਤੇ ਅਦਾਲਤ ਦੀ ਮੋਹਰ ਹੇਠ ਜਾਰੀ ਕੀਤਾ ਗਿਆ। [216,1186,585,1220]
classified-item: ਮੈਂ ਜਸਵੰਤ ਸਿੰਘ ਪੁੱਤਰ ਕਿਸ਼ਨ ਸਿੰਘ ਵਾਸੀ ਪਿੰਡ ਆਪਣੇ ਪੁੱਤਰ ਨੂੰ ਬੇਦਖਲ ਕਰਦਾ ਹਾਂ। [1361,333,1548,363]
classified-item: I, REHMAT ARORA, W/o HARGUN SINGH GROVER, R/o H.NO. 47-A, GREEN AVENUE, AMRITSAR, HAVE CHANGED MY NAME FROM REHMAT ARORA TO REHMAT GROVER, PLEASE NOTE. [972,1362,1160,1427]
bedakhli-heading: ਬੇਦਖਲੀ ਨੋਟਿਸ [8,1137,202,1162]
naam-badli-col [1166,145,1354,1834]
story-kashmir [8,944,202,1362]
court-ad-body: ਬਅਦਾਲਤ ਸ਼੍ਰੀ ਮਾਨ ਜੀ ਦੀ ਅਦਾਲਤ ਵਿੱਚ ਹਾਜ਼ਰ ਹੋਣ ਲਈ ਨੋਟਿਸ ਜਾਰੀ ਕੀਤਾ ਜਾਂਦਾ ਹੈ। ਜੇਕਰ ਕੋਈ ਧਿਰ ਮਿਤੀ ਪੇਸ਼ੀ ਨੂੰ ਹਾਜ਼ਰ ਨਾ ਆਈ ਤਾਂ ਉਸ ਵਿਰੁੱਧ ਇਕਤਰਫ਼ਾ ਕਾਰਵਾਈ ਅਮਲ ਵਿੱਚ ਲਿਆਂਦੀ ਜਾਵੇਗੀ। ਅੱਜ ਮਿਤੀ ਨੂੰ ਮੇਰੇ ਦਸਤਖਤਾਂ ਅਤੇ ਅਦਾਲਤ ਦੀ ਮੋਹਰ ਹੇਠ ਜਾਰੀ ਕੀਤਾ ਗਿਆ। [605,519,958,553]
classifieds-banner [972,87,1548,138]
disinheritance-body: I, Som Raj S/o Pritam Chand R/o Vill: Singhowal Teh-Mukerian Distt. Hoshiarpur declare that my son Raman Kumar is out of my control. So I disown with him from my movable/immovable property. If anybody dealing with him at his/her own risk. [1166,595,1354,671]
classified-item: ਮੈਂ ਮਨਜੀਤ ਕੌਰ ਪਤਨੀ ਬਲਵਿੰਦਰ ਸਿੰਘ ਵਾਸੀ ਹੁਸ਼ਿਆਰਪੁਰ ਨੇ ਆਪਣਾ ਨਾਮ ਬਦਲ ਲਿਆ ਹੈ। [1166,310,1354,341]
court-ad-body: ਬਅਦਾਲਤ ਸ਼੍ਰੀ ਮਾਨ ਜੀ ਦੀ ਅਦਾਲਤ ਵਿੱਚ ਹਾਜ਼ਰ ਹੋਣ ਲਈ ਨੋਟਿਸ ਜਾਰੀ ਕੀਤਾ ਜਾਂਦਾ ਹੈ। ਜੇਕਰ ਕੋਈ ਧਿਰ ਮਿਤੀ ਪੇਸ਼ੀ ਨੂੰ ਹਾਜ਼ਰ ਨਾ ਆਈ ਤਾਂ ਉਸ ਵਿਰੁੱਧ ਇਕਤਰਫ਼ਾ ਕਾਰਵਾਈ ਅਮਲ ਵਿੱਚ ਲਿਆਂਦੀ ਜਾਵੇਗੀ। ਅੱਜ ਮਿਤੀ ਨੂੰ ਮੇਰੇ ਦਸਤਖਤਾਂ ਅਤੇ ਅਦਾਲਤ ਦੀ ਮੋਹਰ ਹੇਠ ਜਾਰੀ ਕੀਤਾ ਗਿਆ। [216,1151,585,1185]
court-ad-heading: ਅਦਾਲਤੀ ਇਸ਼ਤਿਹਾਰ [605,421,958,446]
classified-item: I, Veeramjit Singh S/o balwinder Singh R/o 9, Basant Nagar Chungi Wala Bazar Sultanwind Road Amritsar have changed my name to Veerampreet Singh. [972,1267,1160,1320]
story-headline: ਸੜਕ ਕਿਨਾਰੇ ਨਾਜਾਇਜ਼ ਕਬਜ਼ਾ ਕਰਨ ਵਾਲੇ ਹਟਾਏ [8,366,535,446]
pspcl-logo-icon [216,956,243,1003]
byline [8,174,118,191]
telephone-heading: ਟੈਲੀਫੋਨ ਕੁਨੈਕਸ਼ਨ ਨਾਂਅ ਦੀ ਬਦਲੀ [605,748,958,777]
classified-item: I, Manjeet Kaur W/o Gurmej Singh R/o H.No 297-98, GT Road, near alpha one, Rana Garden, amritsar, change my name from Manjeet Kaur to Manjit Kaur. [972,1480,1160,1533]
court-ad-date: ਮਿਤੀ : 1-4-2025 [895,391,958,401]
classified-item: ਮੈਂ ਮੋਹਨ ਲਾਲ ਪੁੱਤਰ ਰਾਮ ਲਾਲ ਵਾਸੀ ਆਪਣੇ ਲੜਕੇ ਨੂੰ ਬੇਦਖਲ ਕਰਦਾ ਹਾਂ। [1361,394,1548,424]
registration-mark-cmyk: C M Y K [1485,3,1548,16]
telephone-body: ਮੈਂ ਗੁਰ ਬੱਚ ਸਿੰਘ ਪੁੱਤਰ ਜਾਣ ਪੁੱਤਰ ਵੱਲ ਵਿਸਾ ਵਾਸਾ ਸਭ ਵਾਸੀ ਪਿੰਡ ਆਲਮਪੁਰ ਨੇ ਆਪਣਾ ਨਾਮ ਬਦਲ ਲਿਆ ਹੈ। [605,781,949,792]
classified-item: I Kartik S/o Onkar Ram R/o VPO Muhem Tehsil Nakodar, Jalandhar Punjab 144044, have changed my name and shall hereafter be known as Kartik Banger. [972,380,1160,433]
classified-item: ਮੈਂ ਗੁਰਦੇਵ ਸਿੰਘ ਪੁੱਤਰ ਸੰਤਾ ਸਿੰਘ ਵਾਸੀ ਆਪਣੇ ਪੁੱਤਰ ਨੂੰ ਬੇਦਖਲ ਕਰਦਾ ਹਾਂ। [1361,627,1548,657]
classified-item: ਮੈਂ Pritam Singh S/o Sohal Singh ਵਾਸੀ ਪਿੰਡ ਫਿਰੋਜ਼ਪੁਰ ਨੇ ਆਪਣਾ ਨਾਮ ਬਦਲ ਲਿਆ ਹੈ। [1166,430,1354,461]
pspcl-ref: 396/C305/25-4/23/2025 [482,1092,585,1102]
registration-mark-cmyk: C M Y K [8,3,71,16]
masthead [8,22,1548,76]
classified-item: ਮੈਂ ਪਰਮਜੀਤ ਕੌਰ ਪਤਨੀ ਹਰਭਜਨ ਸਿੰਘ ਵਾਸੀ ਆਪਣੇ ਪੁੱਤਰ ਨੂੰ ਬੇਦਖਲ ਕਰਦੀ ਹਾਂ। [1361,363,1548,394]
court-ad [972,1840,1548,1963]
classified-item: I Narender Kumar S/O Prem Chand R/O H.No.122 Scheme No.3 Palahi Road Shaheed Bhagat Singh Nagar Phagwara District Kapurthala Punjab Have Changed My Name From Narender Kumar To Narender Kumar Dhiman. [972,1073,1160,1149]
news-column [8,87,591,2359]
classified-item: ਮੈਂ ਗੁਰਦੇਵ ਸਿੰਘ ਪੁੱਤਰ ਸੰਤਾ ਸਿੰਘ ਵਾਸੀ ਆਪਣੇ ਪੁੱਤਰ ਨੂੰ ਬੇਦਖਲ ਕਰਦਾ ਹਾਂ। [1361,423,1548,454]
pspcl-title: PUNJAB STATE POWER CORPORATION LTD. [249,949,576,987]
telephone-notice [599,742,965,870]
court-ad-heading: ਅਦਾਲਤੀ ਇਸ਼ਤਿਹਾਰ [605,584,958,609]
ads-block [210,944,591,1362]
byline [8,454,118,471]
classified-item: I, Chranjeet Kaur W/o Surjit Singh R/o Village Mugleri, Tarn Taran change my name from Chranjeet Kaur to Charanjit Kaur. [972,1427,1160,1480]
classified-item: I, Nimrat Singh S/o Arvinder Singh R/o H.No. 49, Pathankot Road, Ramneek Avenue, Nutpur, Jalandhar, Punjab-144004 have changed my name from Nimrat Singh to Nimrat Singh Sagoo. All concerned please note. [972,738,1160,814]
classified-item: ਮੈਂ ਪਰਮਜੀਤ ਪਤਨੀ ਸੁਰਿੰਦਰ ਸਿੰਘ ਵਾਸੀ ਅੰਮ੍ਰਿਤਸਰ ਨੇ ਆਪਣਾ ਨਾਮ ਬਦਲ ਲਿਆ ਹੈ। [1166,401,1354,431]
court-ad-body: ਬਅਦਾਲਤ ਸ਼੍ਰੀ ਮਾਨ ਜੀ ਦੀ ਅਦਾਲਤ ਵਿੱਚ ਹਾਜ਼ਰ ਹੋਣ ਲਈ ਨੋਟਿਸ ਜਾਰੀ ਕੀਤਾ ਜਾਂਦਾ ਹੈ। ਜੇਕਰ ਕੋਈ ਧਿਰ ਮਿਤੀ ਪੇਸ਼ੀ ਨੂੰ ਹਾਜ਼ਰ ਨਾ ਆਈ ਤਾਂ ਉਸ ਵਿਰੁੱਧ ਇਕਤਰਫ਼ਾ ਕਾਰਵਾਈ ਅਮਲ ਵਿੱਚ ਲਿਆਂਦੀ ਜਾਵੇਗੀ। ਅੱਜ ਮਿਤੀ ਨੂੰ ਮੇਰੇ ਦਸਤਖਤਾਂ ਅਤੇ ਅਦਾਲਤ ਦੀ ਮੋਹਰ ਹੇਠ ਜਾਰੀ ਕੀਤਾ ਗਿਆ। [310,1546,585,1591]
page-number: 5 [1502,25,1548,72]
classified-item: ਮੈਂ ਹਰਵਿੰਦਰ ਸਿੰਘ ਪੁੱਤਰ ਗੁਰਮੀਤ ਸਿੰਘ ਵਾਸੀ ਪਿੰਡ ਕਪੂਰਥਲਾ ਨੇ ਆਪਣਾ ਨਾਮ ਬਦਲ ਕੇ ਹਰਵਿੰਦਰ ਸਿੰਘ ਰੱਖ ਲਿਆ ਹੈ। [1166,238,1354,280]
court-ad-heading: ਅਦਾਲਤੀ ਇਸ਼ਤਿਹਾਰ [605,93,958,118]
classified-item: ਮੈਂ ਦਰਸ਼ਨ ਸਿੰਘ ਪੁੱਤਰ ਬਚਨ ਸਿੰਘ ਵਾਸੀ ਪਿੰਡ ਆਪਣੇ ਲੜਕੇ ਨੂੰ ਜਾਇਦਾਦ ਤੋਂ ਬੇਦਖਲ ਕਰਦਾ ਹਾਂ। [1361,567,1548,598]
telephone-body: ਮੈਂ ਪ੍ਰਿਤਪਾਲ ਸਿੰਘ ਪੁੱਤਰ ਸਰਵਣ ਸਿੰਘ ਵਾਸੀ ਜਲੰਧਰ ਨੇ ਆਪਣਾ ਨਾਮ ਬਦਲ ਲਿਆ ਹੈ। [605,837,873,848]
story-body: ਲੁਧਿਆਣਾ, 23 ਅਪ੍ਰੈਲ (ਜਸਪਾਲ ਅਰੋੜਾ) ਥਾਣਾ ਜਮਾਲਪੁਰ ਅਧੀਨ ਆਉਂਦੀ ਮੁੰਡੀਆਂ ਚੌਕੀ ਦੀ ਪੁਲਿਸ ਪਾਰਟੀ ਨੇ ਵਾਹਨ ਚੋਰ ਗਿਰੋਹ ਦੇ ਮੈਂਬਰ ਨੂੰ ਕਾਬੂ ਕਰਕੇ ਉਸ ਦੇ ਕਬਜ਼ੇ ਚੋਂ ਚੋਰੀ ਦੇ ਮੋਟਰਸਾਈਕਲ 1 ਐਕਟਿਵਾ ਸਕੂਟਰੀ 1 ਮੋਬਾਇਲ ਬਰਾਮਦ ਕੀਤਾ ਹੈ। ਮੁੰਡੀਆਂ ਚੌਕੀ ਮੁੱਖੀ ਸੁਰਜੀਤ ਸਿੰਘ ਸੈਣੀ ਨੇ ਜਾਣਕਾਰੀ ਦਿੰਦੇ ਹੋਏ ਦੱਸਿਆ ਕਿ ਉਹਨਾਂ ਨੂੰ ਗੁਪਤ ਸੂਚਨਾ ਮਿਲੀ ਕਿ ਉਹਨਾਂ ਦੇ ਇਲਾਕੇ ਵਿੱਚ ਚੋਰੀ ਦੀਆਂ ਵਾਰਦਾਤਾਂ ਨੂੰ ਅੰਜਾਮ ਦੇਣ ਵਾਲੇ ਗਿਰੋਹ ਦਾ ਮੈਂਬਰ ਚੋਰੀ ਦੇ ਮੋਟਰਸਾਈਕਲ ਤੇ ਸਵਾਰ ਹੋ ਕੇ ਇਹਨਾਂ ਦੇ ਇਲਾਕੇ ਵਿੱਚ ਕਿਸੇ ਵਾਰਦਾਤ ਨੂੰ ਅੰਜਾਮ ਦੇਣ ਦੀ ਤਾਕ ਚ ਘੁੰਮ ਰਿਹਾ ਹੈ ਜਿਸ ਤੇ ਤੁਰੰਤ ਕਾਰਵਾਈ ਕਰਦੇ ਹੋਏ ਪੁਲਿਸ ਪਾਰਟੀ ਨਾਲ ਆਪਣੇ ਇਲਾਕੇ ਚ ਨਾਕੇਬੰਦੀ ਦੌਰਾਨ ਉਕਤ ਗਿਰੋਹ ਦੇ ਮੈਂਬਰ ਨੂੰ ਕਾਬੂ ਕਰ ਲਿਆ। ਮੁਲਜ਼ਮ ਦੀ ਨਿਸ਼ਾਨਦੇਹੀ ਤੇ ਉਸ ਦੇ ਕਬਜ਼ੇ ਚੋਂ ਮੋਟਰਸਾਈਕਲ ਅਤੇ ਐਕਟਿਵਾ ਬਰਾਮਦ ਕੀਤੀ ਗਈ। [8,195,591,350]
court-ad [303,1369,591,1599]
change-of-name-col [972,145,1160,1834]
court-ad-body: ਬਅਦਾਲਤ ਸ਼੍ਰੀ ਮਾਨ ਜੀ ਦੀ ਅਦਾਲਤ ਵਿੱਚ ਹਾਜ਼ਰ ਹੋਣ ਲਈ ਨੋਟਿਸ ਜਾਰੀ ਕੀਤਾ ਜਾਂਦਾ ਹੈ। ਜੇਕਰ ਕੋਈ ਧਿਰ ਮਿਤੀ ਪੇਸ਼ੀ ਨੂੰ ਹਾਜ਼ਰ ਨਾ ਆਈ ਤਾਂ ਉਸ ਵਿਰੁੱਧ ਇਕਤਰਫ਼ਾ ਕਾਰਵਾਈ ਅਮਲ ਵਿੱਚ ਲਿਆਂਦੀ ਜਾਵੇਗੀ। ਅੱਜ ਮਿਤੀ ਨੂੰ ਮੇਰੇ ਦਸਤਖਤਾਂ ਅਤੇ ਅਦਾਲਤ ਦੀ ਮੋਹਰ ਹੇਠ ਜਾਰੀ ਕੀਤਾ ਗਿਆ। [979,1898,1542,1921]
registration-mark-cmyk: C M Y K [1485,2364,1548,2377]
classified-item: I Jatinder Jaryal S/O Sh. Anchal Singh Residing At Kala Mahij Kothi, Ward No 2, Mukerian, Distt. Hoshiarpur, Punjab Have Changed Name Of My Minor Daughter Aadhira Aged About 3 Years And Shall Hereafter Be Known As Aadhira Jaryal. [1166,1070,1354,1146]
classified-item: I Babli Dhiman W/O Narender Kumar R/O H.No.122 Scheme No.3 Palahi Road Shaheed Bhagat Singh Nagar Phagwara District Kapurthala State Punjab Have Changed My Name From Babli To Babli Dhiman. [972,1149,1160,1225]
classified-item: I Parwinder Kaur w/o wife of Baj Singh Resident of Vpo Fattu Wala District Ferozepur have changed my name to Parminder Kaur. [1166,1016,1354,1069]
court-notice-court: IN THE COURT OF SH. SUMER SINGH GURJAR, IAS, FINANCIAL COMMISSIONER (APPEAL) PUNJAB CIVIL SECRETARIAT-2, SECTOR-9, CHANDIGARH [620,912,944,946]
pspcl-tender-no: ਟੈਂਡਰ ਇਨਕੁਆਰੀ ਨੰ. 01/HAM2025-26 [216,1013,403,1026]
classifieds-column [972,87,1548,2359]
court-ad-body: ਬਅਦਾਲਤ ਸ਼੍ਰੀ ਮਾਨ ਜੀ ਦੀ ਅਦਾਲਤ ਵਿੱਚ ਹਾਜ਼ਰ ਹੋਣ ਲਈ ਨੋਟਿਸ ਜਾਰੀ ਕੀਤਾ ਜਾਂਦਾ ਹੈ। ਜੇਕਰ ਕੋਈ ਧਿਰ ਮਿਤੀ ਪੇਸ਼ੀ ਨੂੰ ਹਾਜ਼ਰ ਨਾ ਆਈ ਤਾਂ ਉਸ ਵਿਰੁੱਧ ਇਕਤਰਫ਼ਾ ਕਾਰਵਾਈ ਅਮਲ ਵਿੱਚ ਲਿਆਂਦੀ ਜਾਵੇਗੀ। ਅੱਜ ਮਿਤੀ ਨੂੰ ਮੇਰੇ ਦਸਤਖਤਾਂ ਅਤੇ ਅਦਾਲਤ ਦੀ ਮੋਹਰ ਹੇਠ ਜਾਰੀ ਕੀਤਾ ਗਿਆ। [605,157,958,191]
public-notice-heading: PUBLIC NOTICE [1166,678,1354,702]
classified-item: I, Mandeep Kaur Dhesi D/o Daljit Singh R/o Vpo. Dhesian Kahna tehsil Phillaur District Jalandhar have changed my name from Mandeep Kaur Dhesi to Mandeep Kaur. All concerned note please. [972,231,1160,296]
telephone-body: ਮੈਂ ਇੰਦਰਜੀਤ ਕੌਰ ਪਤਨੀ ਪਰਮਜੀਤ ਸਿੰਘ ਵਾਸੀ ਅੰਮ੍ਰਿਤਸਰ ਨੇ ਆਪਣਾ ਨਾਮ ਇੰਦਰਜੀਤ ਕੌਰ ਰੱਖ ਲਿਆ ਹੈ। [605,796,937,807]
bottom-ads [8,1369,591,1605]
story-headline: ਸਿਹਤ ਵਿਭਾਗ ਵੱਲੋਂ ਸਰਕਾਰੀ ਹਾਈ ਸਕੂਲ ਗਾਜ਼ੀਪੁਰ ਵਿਖੇ ਡੇਂਗੂ ਅਤੇ ਮਲੇਰੀਆ ਪ੍ਰਤੀ ਜਾਗਰੂਕਤਾ ਮੁਹਿੰਮ ਸ਼ੁਰੂ ਕੀਤੀ [8,603,581,711]
court-ad-body: ਬਅਦਾਲਤ ਸ਼੍ਰੀ ਮਾਨ ਜੀ ਦੀ ਅਦਾਲਤ ਵਿੱਚ ਹਾਜ਼ਰ ਹੋਣ ਲਈ ਨੋਟਿਸ ਜਾਰੀ ਕੀਤਾ ਜਾਂਦਾ ਹੈ। ਜੇਕਰ ਕੋਈ ਧਿਰ ਮਿਤੀ ਪੇਸ਼ੀ ਨੂੰ ਹਾਜ਼ਰ ਨਾ ਆਈ ਤਾਂ ਉਸ ਵਿਰੁੱਧ ਇਕਤਰਫ਼ਾ ਕਾਰਵਾਈ ਅਮਲ ਵਿੱਚ ਲਿਆਂਦੀ ਜਾਵੇਗੀ। ਅੱਜ ਮਿਤੀ ਨੂੰ ਮੇਰੇ ਦਸਤਖਤਾਂ ਅਤੇ ਅਦਾਲਤ ਦੀ ਮੋਹਰ ਹੇਠ ਜਾਰੀ ਕੀਤਾ ਗਿਆ। [310,1453,585,1498]
court-ad-heading: ਅਦਾਲਤੀ ਇਸ਼ਤਿਹਾਰ [14,1375,289,1400]
pspcl-date: ਮਿਤੀ : 24-04-2025 [482,1013,585,1026]
classifieds-logo: ਪੰਜਾਬ ਟਾਈਮਜ਼ [985,95,1163,131]
classifieds-grid [972,145,1548,1834]
court-ad [599,578,965,735]
court-ad-body: ਬਅਦਾਲਤ ਸ਼੍ਰੀ ਮਾਨ ਜੀ ਦੀ ਅਦਾਲਤ ਵਿੱਚ ਹਾਜ਼ਰ ਹੋਣ ਲਈ ਨੋਟਿਸ ਜਾਰੀ ਕੀਤਾ ਜਾਂਦਾ ਹੈ। ਜੇਕਰ ਕੋਈ ਧਿਰ ਮਿਤੀ ਪੇਸ਼ੀ ਨੂੰ ਹਾਜ਼ਰ ਨਾ ਆਈ ਤਾਂ ਉਸ ਵਿਰੁੱਧ ਇਕਤਰਫ਼ਾ ਕਾਰਵਾਈ ਅਮਲ ਵਿੱਚ ਲਿਆਂਦੀ ਜਾਵੇਗੀ। ਅੱਜ ਮਿਤੀ ਨੂੰ ਮੇਰੇ ਦਸਤਖਤਾਂ ਅਤੇ ਅਦਾਲਤ ਦੀ ਮੋਹਰ ਹੇਠ ਜਾਰੀ ਕੀਤਾ ਗਿਆ। [605,192,958,226]
court-notice-english [599,876,965,1039]
public-notice-body: It is brought to the notice of the public at large that original RSD No 8010 Dated 07-02-2014 favoring Ashok Kumar S/o Sadhu Ram is informed by the party have not been mortgaged with any Bank or Financial Institution, and is not traceable. Naveen Goyal Advocate, Chamber No. 173-174, District Courts-BATHINDA. Mobile: 9814159949 [1166,706,1354,818]
story-encroachment [8,367,591,595]
story-dengue-awareness [8,603,591,936]
classified-item: ਮੈਂ ਗੁਰਮੀਤ ਕੌਰ ਪਤਨੀ ਅਜੀਤ ਸਿੰਘ ਵਾਸੀ ਪਿੰਡ ਆਪਣੇ ਪੁੱਤਰ ਨੂੰ ਬੇਦਖਲ ਕਰਦੀ ਹਾਂ। ਇਸ਼ਤਿਹਾਰ ਦੇਣ ਵਾਲਾ ਜ਼ਿੰਮੇਵਾਰ ਨਹੀਂ ਹੋਵੇਗਾ। [1166,500,1354,542]
telephone-body: ਮੈਂ ਮਨਜੀਤ ਕੌਰ ਪਤਨੀ ਬਲਵਿੰਦਰ ਸਿੰਘ ਵਾਸੀ ਹੁਸ਼ਿਆਰਪੁਰ ਨੇ ਆਪਣਾ ਨਾਮ ਬਦਲ ਲਿਆ ਹੈ। [605,851,889,862]
bedakhli-body: ਮੈਂ ਸੁਖਦੇਵ ਸਿੰਘ ਪੁੱਤਰ ਕਰਤਾਰ ਸਿੰਘ ਵਾਸੀ ਪਿੰਡ ਆਪਣੇ ਪੁੱਤਰ ਅਤੇ ਨੂੰਹ ਨੂੰ ਆਪਣੀ ਜਾਇਦਾਦ ਤੋਂ ਬੇਦਖਲ ਕਰਦਾ ਹਾਂ। [8,1204,202,1227]
naam-badli-heading: ਨਾਮ ਬਦਲੀ [1166,145,1354,174]
story-body: ਜ਼ੀਰਕਪੁਰ, 23 ਅਪ੍ਰੈਲ (ਗੁਰਪ੍ਰੀਤ ਸਿੰਘ ਕੇ ਪੀ) ਅੱਜ ਸਿਹਤ ਵਿਭਾਗ ਵੱਲੋਂ ਸਿਵਲ ਸਰਜਨ ਮੋਹਾਲੀ ਡਾਕਟਰ ਸੰਗੀਤਾ ਜੈਨ ਜੀ ਦੀ ਰਹਿਨੁਮਾਈ ਹੇਠ ਅਤੇ SMO ਡਾ. ਪੋਮੀ ਚਤਰਥ ਜੀ ਦੇ ਦਿਸ਼ਾ ਨਿਰਦੇਸ਼ ਅਨੁਸਾਰ ਹੈਲਥ ਸੁਪਰਵਾਈਜ਼ਰ ਲਖਵਿੰਦਰਪਾਲ ਵੱਲੋਂ ਸਰਕਾਰੀ ਹਾਈ ਸਕੂਲ ਗਾਜ਼ੀਪੁਰ ਵਿਖੇ ਮੱਛਰ ਤੋਂ ਬਚਾਅ ਲਈ ਡੇਂਗੂ ਅਤੇ ਮਲੇਰੀਆ ਪ੍ਰਤੀ ਜਾਗਰੂਕਤਾ ਮੁਹਿੰਮ ਦੀ ਸ਼ੁਰੂਆਤ ਕਰਦਿਆਂ ਵਿਦਿਆਰਥੀਆਂ ਨੂੰ ਜਾਣਕਾਰੀ ਦਿੱਤੀ ਗਈ। ਉਨ੍ਹਾਂ ਨੇ ਦੱਸਿਆ ਕਿ ਡੇਂਗੂ ਅਤੇ ਮਲੇਰੀਆ ਦਾ ਮੱਛਰ ਸਾਫ਼ ਖੜ੍ਹੇ ਪਾਣੀ ਵਿੱਚ ਪੈਦਾ ਹੁੰਦਾ ਹੈ, ਇਸ ਲਈ ਆਪਣੇ ਘਰਾਂ ਅਤੇ ਆਲੇ-ਦੁਆਲੇ ਪਾਣੀ ਖੜ੍ਹਾ ਨਾ ਹੋਣ ਦਿਓ। [8,740,591,927]
court-ad [599,251,965,408]
court-notice-heading: COURT NOTICE [605,882,958,908]
classified-item: I Balvinder Singh S/o Balwant Singh R/o Village Sukhan Wala (Faridkot) have changed my name to Balwinder Singh. [972,296,1160,338]
court-ad-body: ਬਅਦਾਲਤ ਸ਼੍ਰੀ ਮਾਨ ਜੀ ਦੀ ਅਦਾਲਤ ਵਿੱਚ ਹਾਜ਼ਰ ਹੋਣ ਲਈ ਨੋਟਿਸ ਜਾਰੀ ਕੀਤਾ ਜਾਂਦਾ ਹੈ। ਜੇਕਰ ਕੋਈ ਧਿਰ ਮਿਤੀ ਪੇਸ਼ੀ ਨੂੰ ਹਾਜ਼ਰ ਨਾ ਆਈ ਤਾਂ ਉਸ ਵਿਰੁੱਧ ਇਕਤਰਫ਼ਾ ਕਾਰਵਾਈ ਅਮਲ ਵਿੱਚ ਲਿਆਂਦੀ ਜਾਵੇਗੀ। ਅੱਜ ਮਿਤੀ ਨੂੰ ਮੇਰੇ ਦਸਤਖਤਾਂ ਅਤੇ ਅਦਾਲਤ ਦੀ ਮੋਹਰ ਹੇਠ ਜਾਰੀ ਕੀਤਾ ਗਿਆ। [216,1280,585,1314]
story-headline: ਕਸ਼ਮੀਰ ਘਾਟੀ 'ਚ ਹੋਏ ਕਤਲ ਕਾਂਡ ਦੇ ਦੋਸ਼ੀਆਂ ਨੂੰ ਸਖ਼ਤ ਤੋਂ ਸਖ਼ਤ ਸਜ਼ਾ ਦਿੱਤੀ ਜਾਵੇ -ਪਰਮਜੀਤ ਤਲਵਾੜ [8,943,189,1022]
date-line: Daily PUNJAB TIMES Jalandhar ਵੀਰਵਾਰ, 24 ਅਪ੍ਰੈਲ, 2025 [977,37,1491,58]
disinheritance-heading: DISINHERITANCE NOTICE [1166,549,1354,591]
byline-source: ਪੰਜਾਬ ਟਾਈਮਜ਼ [8,718,86,735]
classified-item: ਮੈਂ ਸੁਖਦੇਵ ਸਿੰਘ ਪੁੱਤਰ ਕਰਤਾਰ ਸਿੰਘ ਵਾਸੀ ਪਿੰਡ ਆਪਣੇ ਪੁੱਤਰ ਅਤੇ ਨੂੰਹ ਨੂੰ ਆਪਣੀ ਜਾਇਦਾਦ ਤੋਂ ਬੇਦਖਲ ਕਰਦਾ ਹਾਂ। [1361,231,1548,261]
story-photo [358,450,591,583]
pspcl-body: ਵਧੀਕ ਨਿਗਰਾਨ ਇੰਜੀਨੀਅਰ/ਵੰਡ ਮੰਡਲ ਬਟਾਲਾ ਵੱਲੋਂ ਵੰਡ ਮੰਡਲ ਪੰਜਾਬ ਦੇ ਦਫਤਰ ਲਈ ਗੱਡੀ Mahindra Genius/ Bolero / Tata 2017/408 ਜਾਂ ਇਸ ਤੋਂ ਬਾਅਦ ਦੀ ਮਾਡਲ ਵਿੱਚ ਕਿਰਾਏ ਉੱਤੇ ਲੈਣ ਲਈ ਟੈਂਡਰ ਮੰਗੇ ਜਾਂਦੇ ਹਨ। ਟੈਂਡਰ ਖੋਲ੍ਹਣ ਦੀ ਮਿਤੀ 08/05/25, 01:00 ਵਜੇ। [216,1030,585,1064]
court-notice-sign: (Sumer Singh Gurjar), IAS, Financial Commissioner (Appeals) Punjab at Chandigarh [614,1008,958,1031]
classified-item: I Gurinder Singh S/O Hakam Singh R/O Village Doghari Shahi District Moga 142053 (Punjab) Have Changed My Name To Gurinder Singh Sidhu. [972,1020,1160,1073]
classified-item: I, ANJU W/o SUDHIR MUKAR R/o 1315, STREET-4, JUDGE NAGAR, BATALA ROAD, AMRITSAR HAVE CHANGED MY NAME TO ANJU KAPOOR AFTER MARRIAGE ALL CONCERNED NOTE. [972,1640,1160,1705]
byline-source: ਪੰਜਾਬ ਟਾਈਮਜ਼ [8,454,86,471]
story-vehicle-theft [8,87,591,359]
court-ad-heading: ਅਦਾਲਤੀ ਇਸ਼ਤਿਹਾਰ [979,1846,1542,1871]
byline-source: ਪੰਜਾਬ ਟਾਈਮਜ਼ [8,174,86,191]
classified-item: I Gurpreet Singh S/o Niranjan Singh R/o Village Balagan Teh. Dasuya Distt. Hoshiarpur (Pb.) declare that I have changed my name from GUYRPREET SINGH to GURPREET SINGH. All Concerned please note. [972,521,1160,597]
byline-tag: ਵਿਸ਼ੇਸ਼ [91,455,118,470]
classified-item: I, Kanwaljit Kaur W/o Rana Partap Singh R/o VPO-Bhowana, Tehsil Ajnala Distt Amritsar Punjab india -143102 have changed my name to Kamaljit Kaur. [972,1586,1160,1639]
court-ad [210,1245,591,1356]
section-title: ਪੀ.ਟੀ. ਪਲੱਸ [534,32,667,64]
classifieds-title: ਕਲਾਸੀਫਾਈਡ/ਇਸ਼ਤਿਹਾਰ [1298,97,1536,128]
court-ad [599,415,965,572]
court-ad-heading: ਅਦਾਲਤੀ ਇਸ਼ਤਿਹਾਰ [216,1122,585,1147]
court-ad-heading: ਅਦਾਲਤੀ ਇਸ਼ਤਿਹਾਰ [605,257,958,282]
bedakhli-body: ਮੈਂ ਬਲਦੇਵ ਸਿੰਘ ਪੁੱਤਰ ਲਾਭ ਸਿੰਘ ਵਾਸੀ ਪਿੰਡ ਆਪਣੇ ਪੁੱਤਰ ਨੂੰ ਆਪਣੀ ਚੱਲ ਅਚੱਲ ਜਾਇਦਾਦ ਤੋਂ ਬੇਦਖਲ ਕਰਦਾ ਹਾਂ। ਕੋਈ ਵੀ ਵਿਅਕਤੀ ਉਸ ਨਾਲ ਲੈਣ ਦੇਣ ਆਪਣੀ ਜਿੰਮੇਵਾਰੀ ਤੇ ਕਰੇਗਾ। [8,1167,202,1201]
court-ad-body: ਬਅਦਾਲਤ ਸ਼੍ਰੀ ਮਾਨ ਜੀ ਦੀ ਅਦਾਲਤ ਵਿੱਚ ਹਾਜ਼ਰ ਹੋਣ ਲਈ ਨੋਟਿਸ ਜਾਰੀ ਕੀਤਾ ਜਾਂਦਾ ਹੈ। ਜੇਕਰ ਕੋਈ ਧਿਰ ਮਿਤੀ ਪੇਸ਼ੀ ਨੂੰ ਹਾਜ਼ਰ ਨਾ ਆਈ ਤਾਂ ਉਸ ਵਿਰੁੱਧ ਇਕਤਰਫ਼ਾ ਕਾਰਵਾਈ ਅਮਲ ਵਿੱਚ ਲਿਆਂਦੀ ਜਾਵੇਗੀ। ਅੱਜ ਮਿਤੀ ਨੂੰ ਮੇਰੇ ਦਸਤਖਤਾਂ ਅਤੇ ਅਦਾਲਤ ਦੀ ਮੋਹਰ ਹੇਠ ਜਾਰੀ ਕੀਤਾ ਗਿਆ। [14,1496,289,1542]
classified-item: ਮੈਂ ਪਰਮਜੀਤ ਕੌਰ ਪਤਨੀ ਹਰਭਜਨ ਸਿੰਘ ਵਾਸੀ ਆਪਣੇ ਪੁੱਤਰ ਨੂੰ ਬੇਦਖਲ ਕਰਦੀ ਹਾਂ। [1361,597,1548,627]
court-ad [599,87,965,244]
pspcl-regd: (Regd office: PSEB Head office, The Mall Patiala) Corporate ID.No. U40109PB2010SGC033813 (Contact number:-96461-16021) [249,987,555,1009]
classified-item: I, Arvinder Singh S/o Amir Singh R/o H.No. 49, Pathankot Road, Ramneek Avenue, Nutpur, Jalandhar, Punjab-144012 have changed my name from Arvinder Singh to Arvinder Singh Sagoo. All concerned please note. [972,890,1160,966]
court-ad-body: ਬਅਦਾਲਤ ਸ਼੍ਰੀ ਮਾਨ ਜੀ ਦੀ ਅਦਾਲਤ ਵਿੱਚ ਹਾਜ਼ਰ ਹੋਣ ਲਈ ਨੋਟਿਸ ਜਾਰੀ ਕੀਤਾ ਜਾਂਦਾ ਹੈ। ਜੇਕਰ ਕੋਈ ਧਿਰ ਮਿਤੀ ਪੇਸ਼ੀ ਨੂੰ ਹਾਜ਼ਰ ਨਾ ਆਈ ਤਾਂ ਉਸ ਵਿਰੁੱਧ ਇਕਤਰਫ਼ਾ ਕਾਰਵਾਈ ਅਮਲ ਵਿੱਚ ਲਿਆਂਦੀ ਜਾਵੇਗੀ। ਅੱਜ ਮਿਤੀ ਨੂੰ ਮੇਰੇ ਦਸਤਖਤਾਂ ਅਤੇ ਅਦਾਲਤ ਦੀ ਮੋਹਰ ਹੇਠ ਜਾਰੀ ਕੀਤਾ ਗਿਆ। [310,1407,585,1453]
classified-item: I Kamaljit Kaur Dhaliwal W/O Tejinderpal Singh R/O Vpo. Morkarima Distt. Ludhiana Have Changed My Name To Kamaljit Kaur. [972,1225,1160,1267]
court-ad-date: ਮਿਤੀ : 1-4-2025 [895,554,958,565]
court-ad-body: ਬਅਦਾਲਤ ਸ਼੍ਰੀ ਮਾਨ ਜੀ ਦੀ ਅਦਾਲਤ ਵਿੱਚ ਹਾਜ਼ਰ ਹੋਣ ਲਈ ਨੋਟਿਸ ਜਾਰੀ ਕੀਤਾ ਜਾਂਦਾ ਹੈ। ਜੇਕਰ ਕੋਈ ਧਿਰ ਮਿਤੀ ਪੇਸ਼ੀ ਨੂੰ ਹਾਜ਼ਰ ਨਾ ਆਈ ਤਾਂ ਉਸ ਵਿਰੁੱਧ ਇਕਤਰਫ਼ਾ ਕਾਰਵਾਈ ਅਮਲ ਵਿੱਚ ਲਿਆਂਦੀ ਜਾਵੇਗੀ। ਅੱਜ ਮਿਤੀ ਨੂੰ ਮੇਰੇ ਦਸਤਖਤਾਂ ਅਤੇ ਅਦਾਲਤ ਦੀ ਮੋਹਰ ਹੇਠ ਜਾਰੀ ਕੀਤਾ ਗਿਆ। [605,614,958,647]
newspaper-logo: ਪੰਜਾਬ ਟਾਈਮਜ਼ [8,24,223,72]
court-notices-column [599,87,965,2359]
bedakhli-col [1361,145,1548,1834]
classified-item: I, Sukhjit Kaur W/o pritpal Singh R/o. Village dhoolwind distt Amritsar have changed my name to Sukhjeet Kaur. [972,1320,1160,1362]
lower-row [8,944,591,1362]
court-ad-heading: ਅਦਾਲਤੀ ਇਸ਼ਤਿਹਾਰ [216,1251,585,1276]
